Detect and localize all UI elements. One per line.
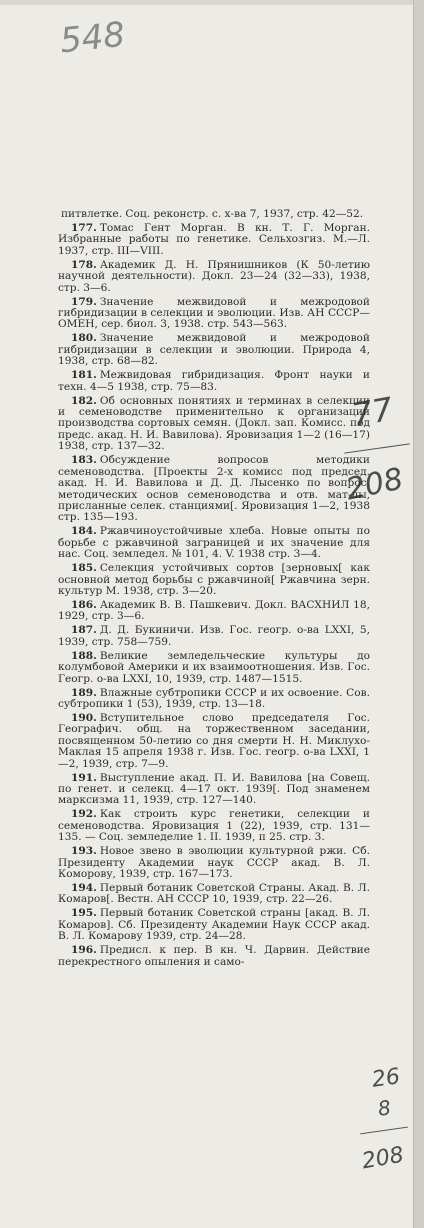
handwritten-fraction-line-bottom xyxy=(360,1127,408,1135)
bibliography-entry: 179. Значение межвидовой и межродовой гибридизации в селекции и эволюции. Изв. АН СССР—ОМЕН, сер. биол. 3, 1938. стр. 543—563. xyxy=(58,295,370,331)
bibliography-entry: 192. Как строить курс генетики, селекции и семеноводства. Яровизация 1 (22), 1939, стр. 131—135. — Соц. земледелие 1. II. 1939, п 25. стр. 3. xyxy=(58,808,370,844)
handwritten-note-8: 8 xyxy=(376,1095,393,1121)
bibliography-entry: 181. Межвидовая гибридизация. Фронт науки и техн. 4—5 1938, стр. 75—83. xyxy=(58,369,370,393)
bibliography-entry: 182. Об основных понятиях и терминах в селекции и семеноводстве применительно к организации производства сортовых семян. (Докл. зап. Комисс. под предс. акад. Н. И. Вавилова). Яровизация 1—2 (16—17) 1938, стр. 137—32. xyxy=(58,394,370,453)
bibliography-entry: 180. Значение межвидовой и межродовой гибридизации в селекции и эволюции. Природа 4, 1938, стр. 68—82. xyxy=(58,332,370,368)
bibliography-entry: 185. Селекция устойчивых сортов [зерновых[ как основной метод борьбы с ржавчиной[ Ржавчина зерн. культур М. 1938, стр. 3—20. xyxy=(58,562,370,597)
bibliography-entry: 191. Выступление акад. П. И. Вавилова [на Совещ. по генет. и селекц. 4—17 окт. 1939[. Под знаменем марксизма 11, 1939, стр. 127—140. xyxy=(58,771,370,807)
bibliography-entry: 177. Томас Гент Морган. В кн. Т. Г. Морган. Избранные работы по генетике. Сельхозгиз. М.—Л. 1937, стр. III—VIII. xyxy=(58,222,370,257)
handwritten-note-208-bottom: 208 xyxy=(360,1142,406,1175)
bibliography-column xyxy=(58,209,370,971)
bibliography-entry: 196. Предисл. к пер. В кн. Ч. Дарвин. Действие перекрестного опыления и само- xyxy=(58,944,370,968)
bibliography-entry: 195. Первый ботаник Советской страны [акад. В. Л. Комаров]. Сб. Президенту Академии Наук СССР акад. В. Л. Комарову 1939, стр. 24—28. xyxy=(58,907,370,943)
bibliography-entry: 190. Вступительное слово председателя Гос. Географич. общ. на торжественном заседании, посвященном 50-летию со дня смерти Н. Н. Миклухо-Маклая 15 апреля 1938 г. Изв. Гос. геогр. о-ва LXXI, 1—2, 1939, стр. 7—9. xyxy=(58,711,370,770)
bibliography-entry: 188. Великие земледельческие культуры до колумбовой Америки и их взаимоотношения. Изв. Гос. Геогр. о-ва LXXI, 10, 1939, стр. 1487—1515. xyxy=(58,649,370,685)
handwritten-note-208: 208 xyxy=(342,461,407,508)
handwritten-page-number: 548 xyxy=(58,14,127,62)
bibliography-entry: питвлетке. Соц. реконстр. с. х-ва 7, 1937, стр. 42—52. xyxy=(61,208,364,220)
bibliography-entry: 193. Новое звено в эволюции культурной ржи. Сб. Президенту Академии наук СССР акад. В. Л. Коморову, 1939, стр. 167—173. xyxy=(58,845,370,881)
bibliography-entry: 189. Влажные субтропики СССР и их освоение. Сов. субтропики 1 (53), 1939, стр. 13—18. xyxy=(58,686,370,710)
bibliography-entry: 186. Академик В. В. Пашкевич. Докл. ВАСХНИЛ 18, 1929, стр. 3—6. xyxy=(58,598,370,623)
bibliography-entry: 183. Обсуждение вопросов методики семеноводства. [Проекты 2-х комисс под председ. акад. Н. И. Вавилова и Д. Д. Лысенко по вопрос. методических основ семеноводства и отв. мат-лы, присланные селек. станциями[. Яровизация 1—2, 1938 стр. 135—193. xyxy=(58,454,370,524)
bibliography-entry: 178. Академик Д. Н. Прянишников (К 50-летию научной деятельности). Докл. 23—24 (32—33), 1938, стр. 3—6. xyxy=(58,258,370,294)
handwritten-note-77: 77 xyxy=(349,389,396,435)
bibliography-entry: 194. Первый ботаник Советской Страны. Акад. В. Л. Комаров[. Вестн. АН СССР 10, 1939, стр. 22—26. xyxy=(58,882,370,906)
bibliography-entry: 187. Д. Д. Букиничи. Изв. Гос. геогр. о-ва LXXI, 5, 1939, стр. 758—759. xyxy=(58,624,370,648)
handwritten-note-26: 26 xyxy=(370,1064,402,1093)
page-right-edge xyxy=(413,0,424,1228)
page-top-edge xyxy=(0,0,424,5)
bibliography-entry: 184. Ржавчиноустойчивые хлеба. Новые опыты по борьбе с ржавчиной заграницей и их значение для нас. Соц. земледел. № 101, 4. V. 1938 стр. 3—4. xyxy=(58,525,370,561)
